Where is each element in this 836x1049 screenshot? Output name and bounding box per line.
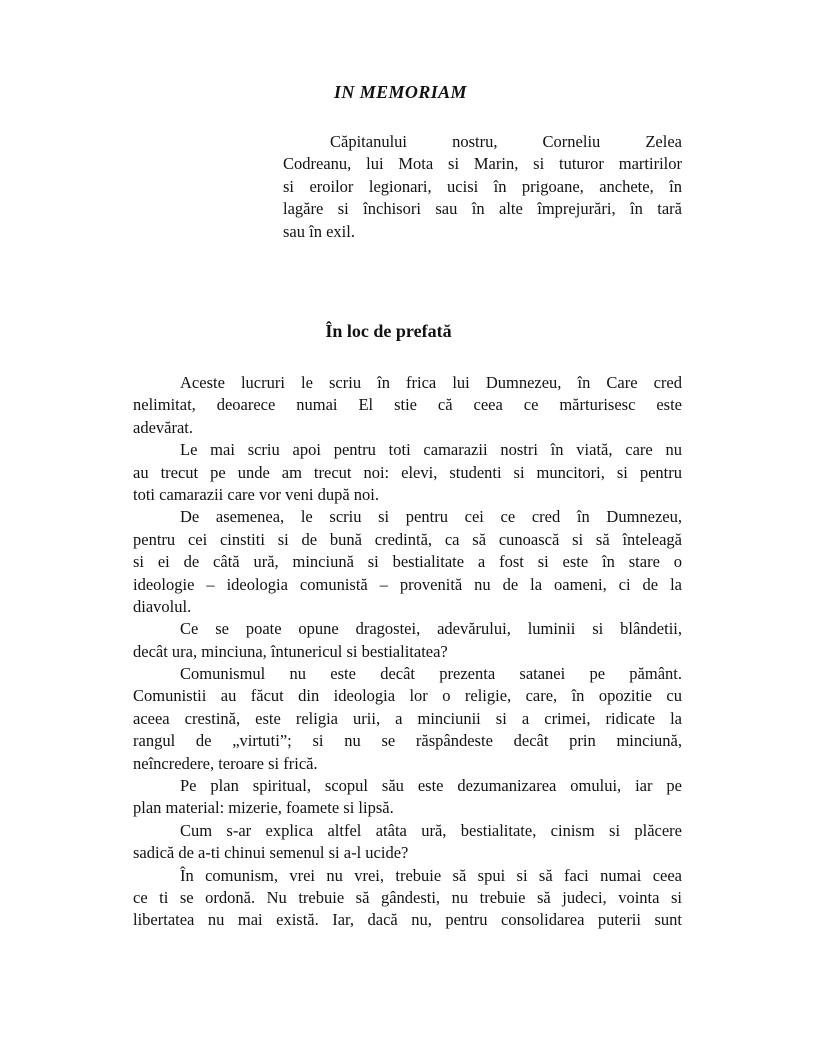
body-text (133, 372, 682, 932)
text-line: plan material: mizerie, foamete si lipsă. (133, 798, 394, 818)
text-line: pentru cei cinstiti si de bună credintă, ca să cunoască si să înteleagă (133, 529, 682, 549)
text-line: Codreanu, lui Mota si Marin, si tuturor martirilor (283, 154, 682, 174)
text-line: sau în exil. (283, 221, 355, 241)
paragraph (133, 663, 682, 775)
text-line: Pe plan spiritual, scopul său este dezumanizarea omului, iar pe (180, 776, 682, 796)
dedication-paragraph (283, 131, 682, 243)
text-line: Căpitanului nostru, Corneliu Zelea (330, 132, 682, 151)
text-line: si ei de câtă ură, minciună si bestialitate a fost si este în stare o (133, 552, 682, 572)
text-line: Comunistii au făcut din ideologia lor o religie, care, în opozitie cu (133, 686, 682, 706)
paragraph (133, 439, 682, 506)
text-line: adevărat. (133, 417, 193, 437)
text-line: aceea crestină, este religia urii, a minciunii si a crimei, ridicate la (133, 708, 682, 728)
text-line: ce ti se ordonă. Nu trebuie să gândesti, nu trebuie să judeci, vointa si (133, 887, 682, 907)
text-line: sadică de a-ti chinui semenul si a-l ucide? (133, 843, 409, 863)
text-line: ideologie – ideologia comunistă – provenită nu de la oameni, ci de la (133, 574, 682, 594)
text-line: Ce se poate opune dragostei, adevărului, luminii si blândetii, (180, 619, 682, 639)
text-line: neîncredere, teroare si frică. (133, 753, 318, 773)
paragraph (133, 506, 682, 618)
text-line: Le mai scriu apoi pentru toti camarazii nostri în viată, care nu (180, 440, 682, 460)
text-line: nelimitat, deoarece numai El stie că ceea ce mărturisesc este (133, 395, 682, 415)
paragraph (133, 820, 682, 865)
paragraph (133, 372, 682, 439)
text-line: În comunism, vrei nu vrei, trebuie să spui si să faci numai ceea (180, 865, 682, 885)
paragraph (133, 865, 682, 932)
text-line: libertatea nu mai există. Iar, dacă nu, pentru consolidarea puterii sunt (133, 910, 682, 930)
section-heading: În loc de prefată (325, 321, 452, 341)
text-line: De asemenea, le scriu si pentru cei ce cred în Dumnezeu, (180, 507, 682, 527)
text-line: rangul de „virtuti”; si nu se răspândeste decât prin minciună, (133, 731, 682, 751)
text-line: Cum s-ar explica altfel atâta ură, bestialitate, cinism si plăcere (180, 820, 682, 840)
text-line: au trecut pe unde am trecut noi: elevi, studenti si muncitori, si pentru (133, 462, 682, 482)
text-line: decât ura, minciuna, întunericul si bestialitatea? (133, 641, 448, 661)
paragraph (133, 618, 682, 663)
text-line: si eroilor legionari, ucisi în prigoane, anchete, în (283, 176, 682, 196)
text-line: Aceste lucruri le scriu în frica lui Dumnezeu, în Care cred (180, 373, 682, 392)
text-line: toti camarazii care vor veni după noi. (133, 484, 380, 504)
paragraph (133, 775, 682, 820)
text-line: diavolul. (133, 596, 192, 616)
text-line: lagăre si închisori sau în alte împrejurări, în tară (283, 199, 682, 219)
memorial-title: IN MEMORIAM (334, 82, 467, 102)
text-line: Comunismul nu este decât prezenta satanei pe pământ. (180, 664, 682, 684)
